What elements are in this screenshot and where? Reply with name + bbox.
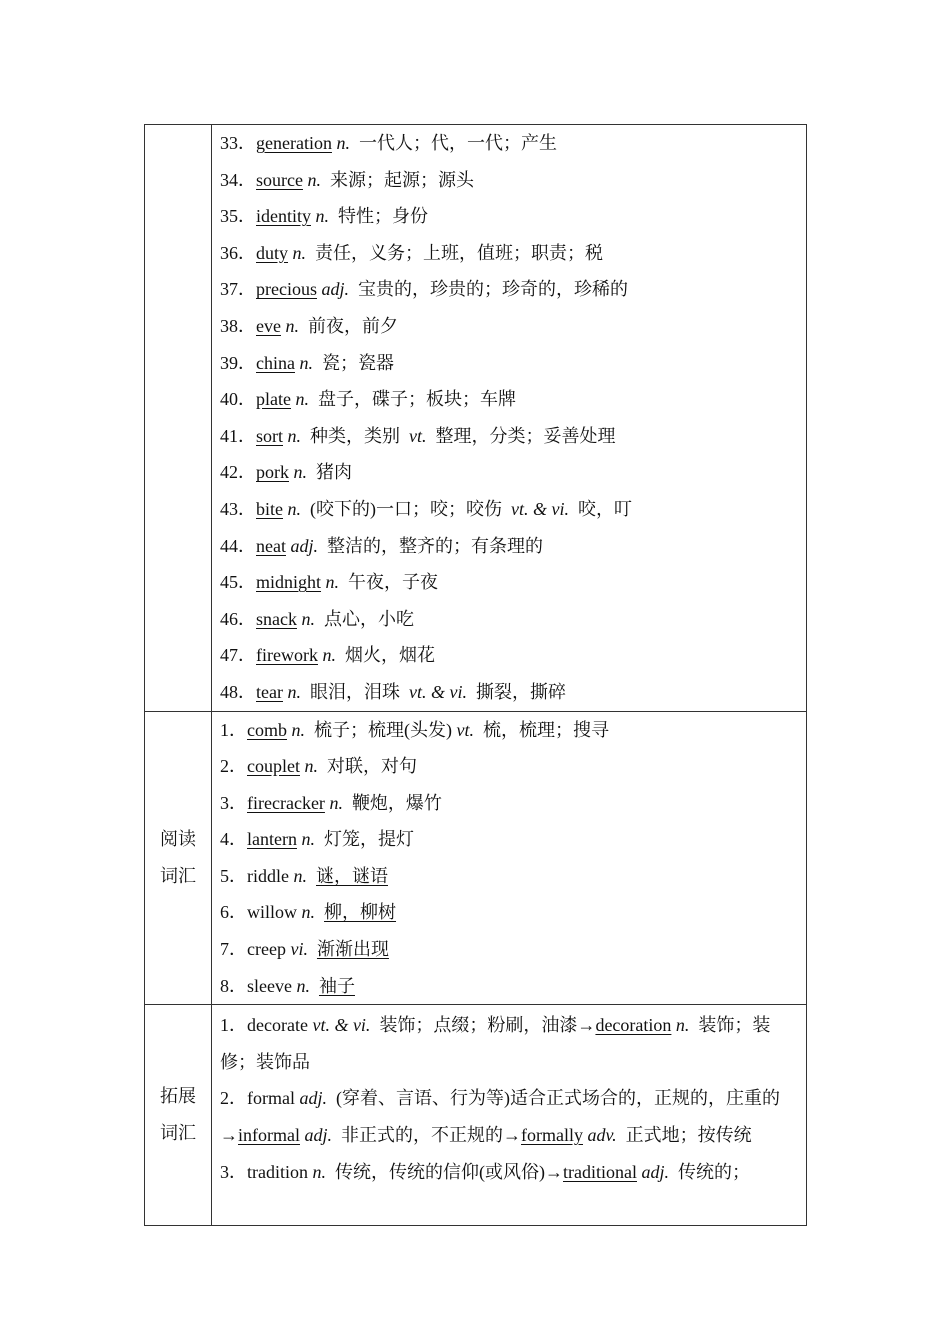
vocab-word: pork [256, 462, 289, 483]
vocab-word: neat [256, 535, 286, 556]
vocab-word: tear [256, 681, 283, 702]
entry-36: 36．duty n. 责任，义务；上班，值班；职责；税 [220, 242, 604, 263]
reading-entry-3: 3．firecracker n. 鞭炮，爆竹 [220, 792, 442, 813]
entry-42: 42．pork n. 猪肉 [220, 462, 352, 483]
entry-33: 33．generation n. 一代人；代，一代；产生 [220, 133, 557, 153]
reading-entry-4: 4．lantern n. 灯笼，提灯 [220, 829, 414, 850]
extended-entry-2: 2．formal adj. (穿着、言语、行为等)适合正式场合的，正规的，庄重的→informal adj. 非正式的，不正规的→formally adv. 正式地；按传统 [220, 1088, 780, 1146]
vocab-word: couplet [247, 756, 300, 777]
extended-entry-1: 1．decorate vt. & vi. 装饰；点缀；粉刷，油漆→decoration n. 装饰；装修；装饰品 [220, 1015, 771, 1072]
vocab-word: china [256, 352, 295, 373]
entry-48: 48．tear n. 眼泪，泪珠 vt. & vi. 撕裂，撕碎 [220, 681, 566, 702]
reading-entry-1: 1．comb n. 梳子；梳理(头发) vt. 梳，梳理；搜寻 [220, 719, 609, 740]
derived-word: traditional [563, 1161, 637, 1182]
entry-41: 41．sort n. 种类，类别 vt. 整理，分类；妥善处理 [220, 425, 616, 446]
entry-34: 34．source n. 来源；起源；源头 [220, 169, 474, 190]
vocab-word: creep [247, 939, 286, 960]
vocab-word: generation [256, 133, 332, 153]
vocab-word: decorate [247, 1015, 308, 1036]
vocab-word: sleeve [247, 975, 292, 996]
reading-entry-8: 8．sleeve n. 袖子 [220, 975, 355, 996]
entry-39: 39．china n. 瓷；瓷器 [220, 352, 394, 373]
reading-entry-2: 2．couplet n. 对联，对句 [220, 756, 417, 777]
vocab-word: eve [256, 315, 281, 336]
vocab-word: riddle [247, 865, 289, 886]
vocab-word: identity [256, 206, 311, 227]
entry-47: 47．firework n. 烟火，烟花 [220, 645, 435, 666]
entry-43: 43．bite n. (咬下的)一口；咬；咬伤 vt. & vi. 咬，叮 [220, 498, 632, 519]
reading-vocab-list [212, 711, 807, 1005]
vocab-word: firecracker [247, 792, 325, 813]
section-extended-vocab [145, 1005, 807, 1226]
section-core-vocab [145, 125, 807, 712]
vocab-word: comb [247, 719, 287, 740]
answer-blank: 袖子 [318, 975, 355, 996]
reading-entry-6: 6．willow n. 柳，柳树 [220, 902, 397, 923]
derived-word: informal [238, 1125, 300, 1146]
derived-word: decoration [595, 1015, 672, 1036]
vocab-word: snack [256, 608, 297, 629]
entry-44: 44．neat adj. 整洁的，整齐的；有条理的 [220, 535, 543, 556]
vocab-word: lantern [247, 829, 297, 850]
vocab-word: source [256, 169, 303, 190]
vocab-word: midnight [256, 572, 322, 593]
section-reading-vocab [145, 711, 807, 1005]
answer-blank: 柳，柳树 [324, 902, 397, 923]
vocabulary-table [144, 124, 807, 1226]
core-vocab-list [212, 125, 807, 712]
section-label-extended: 拓展 词汇 [145, 1005, 212, 1226]
answer-blank: 渐渐出现 [316, 939, 389, 960]
vocab-word: formal [247, 1088, 295, 1109]
entry-38: 38．eve n. 前夜，前夕 [220, 315, 398, 336]
vocab-word: firework [256, 645, 318, 666]
entry-40: 40．plate n. 盘子，碟子；板块；车牌 [220, 389, 516, 410]
reading-entry-5: 5．riddle n. 谜，谜语 [220, 865, 388, 886]
extended-entry-3: 3．tradition n. 传统，传统的信仰(或风俗)→traditional adj. 传统的； [220, 1161, 750, 1182]
vocab-word: willow [247, 902, 298, 923]
vocab-word: duty [256, 242, 289, 263]
vocab-word: precious [256, 279, 317, 300]
extended-vocab-list [212, 1005, 807, 1226]
reading-entry-7: 7．creep vi. 渐渐出现 [220, 939, 389, 960]
derived-word: formally [521, 1125, 583, 1146]
vocab-word: bite [256, 498, 283, 519]
entry-45: 45．midnight n. 午夜，子夜 [220, 572, 439, 593]
vocab-word: tradition [247, 1161, 308, 1182]
entry-35: 35．identity n. 特性；身份 [220, 206, 428, 227]
section-label-reading: 阅读 词汇 [145, 711, 212, 1005]
vocab-word: sort [256, 425, 283, 446]
entry-46: 46．snack n. 点心，小吃 [220, 608, 414, 629]
vocab-word: plate [256, 389, 291, 410]
section-label-empty [145, 125, 212, 712]
answer-blank: 谜，谜语 [316, 865, 388, 886]
entry-37: 37．precious adj. 宝贵的，珍贵的；珍奇的，珍稀的 [220, 279, 628, 300]
